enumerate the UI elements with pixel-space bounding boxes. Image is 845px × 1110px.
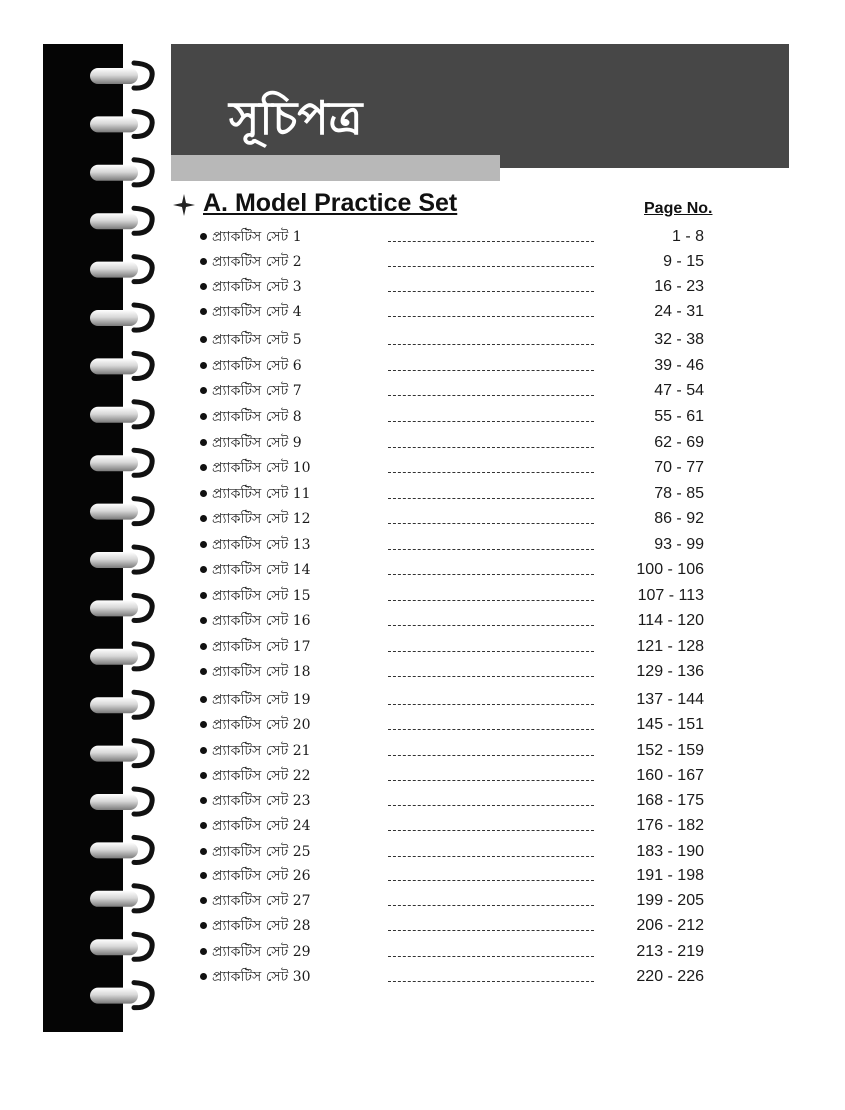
toc-entry-pages: 16 - 23 [654,278,704,295]
toc-entry-label: প্র্যাকটিস সেট 22 [212,768,311,784]
bullet-icon [200,233,207,240]
toc-entry [196,791,716,813]
bullet-icon [200,696,207,703]
toc-entry [196,227,716,249]
dotted-leader [388,780,594,781]
toc-entry [196,942,716,964]
page-title: সূচিপত্র [229,91,363,145]
toc-entry [196,766,716,788]
toc-entry-pages: 168 - 175 [636,792,704,809]
toc-entry [196,715,716,737]
bullet-icon [200,592,207,599]
toc-entry [196,891,716,913]
dotted-leader [388,316,594,317]
bullet-icon [200,772,207,779]
toc-entry-pages: 47 - 54 [654,382,704,399]
dotted-leader [388,676,594,677]
toc-entry-pages: 145 - 151 [636,716,704,733]
toc-entry-label: প্র্যাকটিস সেট 26 [212,868,311,884]
toc-entry-label: প্র্যাকটিস সেট 12 [212,511,311,527]
toc-entry [196,433,716,455]
dotted-leader [388,472,594,473]
toc-entry-pages: 114 - 120 [637,612,704,629]
dotted-leader [388,830,594,831]
toc-entry [196,277,716,299]
bullet-icon [200,566,207,573]
toc-entry-label: প্র্যাকটিস সেট 16 [212,613,311,629]
bullet-icon [200,848,207,855]
dotted-leader [388,344,594,345]
toc-entry-pages: 176 - 182 [636,817,704,834]
toc-entry [196,458,716,480]
toc-entry-label: প্র্যাকটিস সেট 2 [212,254,302,270]
bullet-icon [200,362,207,369]
toc-entry-pages: 121 - 128 [636,638,704,655]
toc-entry [196,302,716,324]
bullet-icon [200,258,207,265]
bullet-icon [200,668,207,675]
toc-entry-label: প্র্যাকটিস সেট 14 [212,562,311,578]
bullet-icon [200,643,207,650]
toc-entry-pages: 199 - 205 [636,892,704,909]
toc-entry [196,407,716,429]
dotted-leader [388,291,594,292]
dotted-leader [388,266,594,267]
toc-entry-label: প্র্যাকটিস সেট 18 [212,664,311,680]
toc-entry [196,866,716,888]
dotted-leader [388,755,594,756]
toc-entry-label: প্র্যাকটিস সেট 3 [212,279,302,295]
toc-entry-label: প্র্যাকটিস সেট 28 [212,918,311,934]
toc-entry-label: প্র্যাকটিস সেট 1 [212,229,302,245]
toc-entry [196,356,716,378]
dotted-leader [388,370,594,371]
toc-entry [196,690,716,712]
bullet-icon [200,948,207,955]
toc-entry [196,252,716,274]
dotted-leader [388,447,594,448]
dotted-leader [388,241,594,242]
toc-entry [196,381,716,403]
toc-entry-label: প্র্যাকটিস সেট 11 [212,486,311,502]
dotted-leader [388,880,594,881]
dotted-leader [388,930,594,931]
toc-entry [196,509,716,531]
toc-entry-label: প্র্যাকটিস সেট 25 [212,844,311,860]
bullet-icon [200,490,207,497]
toc-entry-pages: 55 - 61 [654,408,704,425]
dotted-leader [388,574,594,575]
toc-entry-pages: 183 - 190 [636,843,704,860]
toc-entry-label: প্র্যাকটিস সেট 13 [212,537,311,553]
dotted-leader [388,523,594,524]
dotted-leader [388,905,594,906]
toc-entry-label: প্র্যাকটিস সেট 30 [212,969,311,985]
toc-entry [196,560,716,582]
dotted-leader [388,981,594,982]
bullet-icon [200,797,207,804]
toc-entry-label: প্র্যাকটিস সেট 5 [212,332,302,348]
toc-entry-label: প্র্যাকটিস সেট 15 [212,588,311,604]
toc-entry-pages: 93 - 99 [654,536,704,553]
toc-entry-pages: 206 - 212 [636,917,704,934]
toc-entry [196,816,716,838]
toc-entry-pages: 100 - 106 [636,561,704,578]
toc-entry-label: প্র্যাকটিস সেট 20 [212,717,311,733]
toc-entry-pages: 70 - 77 [654,459,704,476]
toc-entry-label: প্র্যাকটিস সেট 19 [212,692,311,708]
toc-entry-pages: 39 - 46 [654,357,704,374]
dotted-leader [388,704,594,705]
bullet-icon [200,283,207,290]
toc-entry-pages: 137 - 144 [636,691,704,708]
toc-entry-pages: 78 - 85 [654,485,704,502]
section-title: A. Model Practice Set [203,189,458,217]
toc-entry-pages: 32 - 38 [654,331,704,348]
toc-entry-label: প্র্যাকটিস সেট 21 [212,743,311,759]
toc-entry [196,741,716,763]
toc-entry [196,535,716,557]
toc-entry [196,916,716,938]
toc-entry-label: প্র্যাকটিস সেট 8 [212,409,302,425]
toc-entry-pages: 1 - 8 [671,228,704,245]
toc-entry-label: প্র্যাকটিস সেট 29 [212,944,311,960]
dotted-leader [388,729,594,730]
bullet-icon [200,721,207,728]
dotted-leader [388,625,594,626]
bullet-icon [200,822,207,829]
toc-entry-label: প্র্যাকটিস সেট 10 [212,460,311,476]
toc-entry-label: প্র্যাকটিস সেট 9 [212,435,302,451]
dotted-leader [388,498,594,499]
toc-entry-pages: 24 - 31 [654,303,704,320]
bullet-icon [200,308,207,315]
bullet-icon [200,747,207,754]
toc-entry-label: প্র্যাকটিস সেট 4 [212,304,302,320]
toc-entry [196,611,716,633]
bullet-icon [200,413,207,420]
bullet-icon [200,336,207,343]
toc-entry-label: প্র্যাকটিস সেট 17 [212,639,311,655]
dotted-leader [388,956,594,957]
toc-entry-label: প্র্যাকটিস সেট 6 [212,358,302,374]
toc-entry-pages: 129 - 136 [636,663,704,680]
toc-entry [196,586,716,608]
bullet-icon [200,897,207,904]
toc-entry-label: প্র্যাকটিস সেট 24 [212,818,311,834]
dotted-leader [388,421,594,422]
dotted-leader [388,856,594,857]
toc-entry [196,330,716,352]
dotted-leader [388,600,594,601]
toc-entry-pages: 220 - 226 [636,968,704,985]
bullet-icon [200,973,207,980]
page-number-header: Page No. [644,200,713,217]
toc-entry-pages: 86 - 92 [654,510,704,527]
toc-entry-pages: 9 - 15 [663,253,704,270]
toc-entry [196,484,716,506]
toc-entry [196,637,716,659]
toc-entry-label: প্র্যাকটিস সেট 7 [212,383,302,399]
bullet-icon [200,439,207,446]
toc-entry-label: প্র্যাকটিস সেট 27 [212,893,311,909]
bullet-icon [200,464,207,471]
dotted-leader [388,805,594,806]
bullet-icon [200,515,207,522]
toc-entry-pages: 107 - 113 [637,587,704,604]
toc-entry-label: প্র্যাকটিস সেট 23 [212,793,311,809]
toc-entry-pages: 62 - 69 [654,434,704,451]
dotted-leader [388,395,594,396]
dotted-leader [388,549,594,550]
toc-entry [196,662,716,684]
toc-entry-pages: 160 - 167 [636,767,704,784]
bullet-icon [200,922,207,929]
bullet-icon [200,617,207,624]
toc-entry-pages: 152 - 159 [636,742,704,759]
toc-entry [196,842,716,864]
dotted-leader [388,651,594,652]
bullet-icon [200,387,207,394]
bullet-icon [200,541,207,548]
toc-entry-pages: 191 - 198 [636,867,704,884]
toc-entry [196,967,716,989]
toc-entry-pages: 213 - 219 [636,943,704,960]
bullet-icon [200,872,207,879]
